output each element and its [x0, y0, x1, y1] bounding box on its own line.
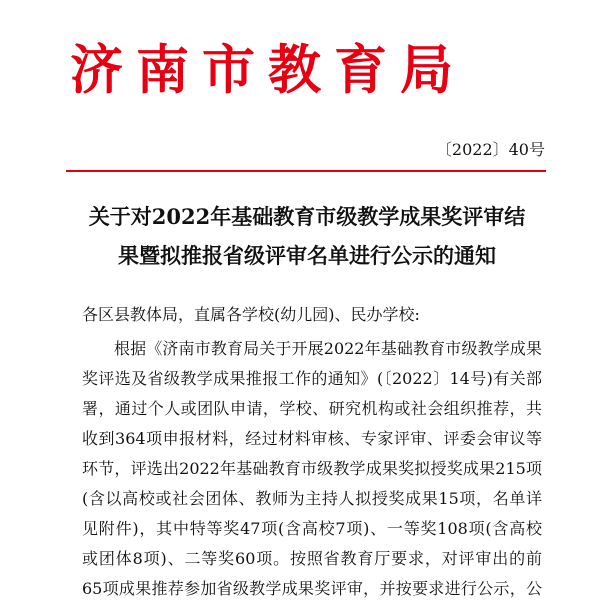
issuing-organization-name: 济南市教育局 — [70, 39, 466, 101]
body-line: 根据《济南市教育局关于开展2022年基础教育市级教学成果 — [114, 339, 542, 358]
notice-title-line: 果暨拟推报省级评审名单进行公示的通知 — [118, 243, 496, 268]
body-line: 署，通过个人或团队申请，学校、研究机构或社会组织推荐，共 — [82, 399, 542, 418]
notice-title — [72, 197, 542, 275]
body-line: (含以高校或社会团体、教师为主持人拟授奖成果15项，名单详 — [82, 489, 542, 508]
body-line: 65项成果推荐参加省级教学成果奖评审，并按要求进行公示，公 — [82, 579, 542, 598]
body-line: 或团体8项)、二等奖60项。按照省教育厅要求，对评审出的前 — [82, 549, 542, 568]
body-line: 见附件)，其中特等奖47项(含高校7项)、一等奖108项(含高校 — [82, 519, 542, 538]
body-line: 奖评选及省级教学成果推报工作的通知》(〔2022〕14号)有关部 — [82, 369, 542, 388]
notice-title-line: 关于对2022年基础教育市级教学成果奖评审结 — [88, 204, 526, 229]
body-line: 环节，评选出2022年基础教育市级教学成果奖拟授奖成果215项 — [82, 459, 542, 478]
body-paragraph — [82, 334, 542, 604]
red-divider-line — [66, 170, 546, 172]
salutation: 各区县教体局，直属各学校(幼儿园)、民办学校: — [82, 305, 420, 324]
body-line: 收到364项申报材料，经过材料审核、专家评审、评委会审议等 — [82, 429, 542, 448]
document-number: 〔2022〕40号 — [435, 140, 545, 159]
